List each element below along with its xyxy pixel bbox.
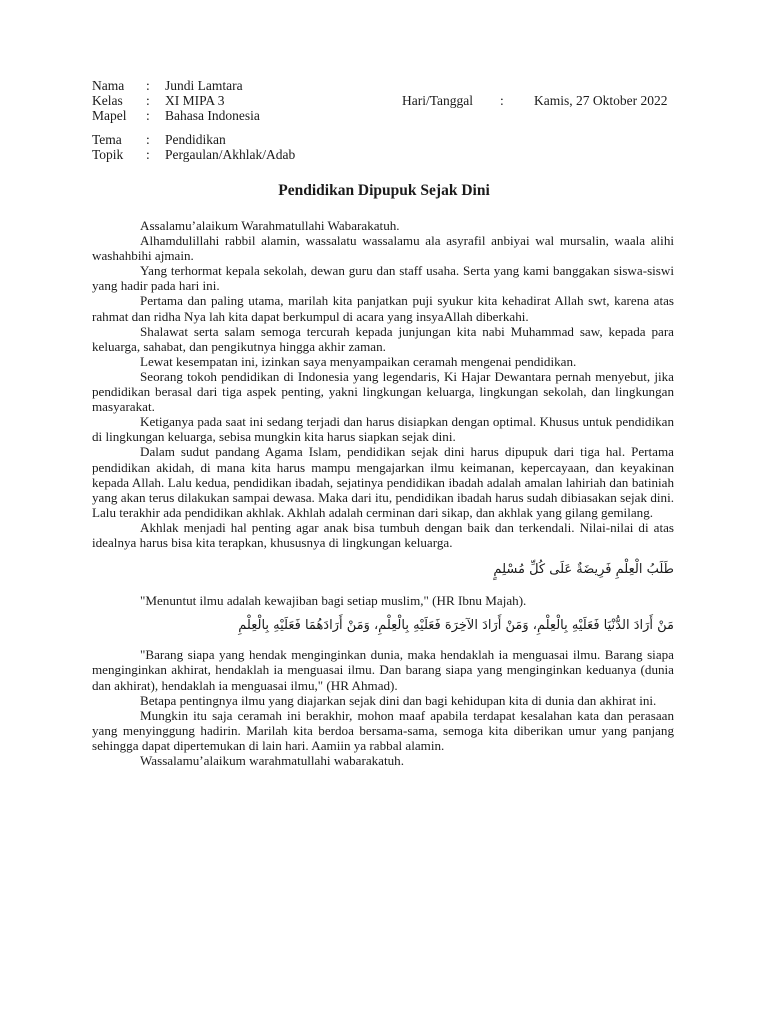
speech-body <box>92 218 674 768</box>
mapel-label: Mapel <box>92 108 127 123</box>
tema-label: Tema <box>92 132 122 147</box>
paragraph: Assalamu’alaikum Warahmatullahi Wabarakatuh. <box>140 218 400 233</box>
tema-colon: : <box>146 132 150 147</box>
hadith-1-translation: "Menuntut ilmu adalah kewajiban bagi setiap muslim," (HR Ibnu Majah). <box>140 593 527 609</box>
student-header <box>92 78 692 162</box>
paragraph: Akhlak menjadi hal penting agar anak bisa tumbuh dengan baik dan terkendali. Nilai-nilai di atas idealnya harus bisa kita terapkan, khususnya di lingkungan keluarga. <box>92 519 674 550</box>
paragraph: Lewat kesempatan ini, izinkan saya menyampaikan ceramah mengenai pendidikan. <box>140 353 577 369</box>
nama-label: Nama <box>92 78 125 93</box>
topik-value: Pergaulan/Akhlak/Adab <box>165 147 296 162</box>
paragraph: Seorang tokoh pendidikan di Indonesia yang legendaris, Ki Hajar Dewantara pernah menyebut, jika pendidikan berasal dari tiga aspek penting, yakni lingkungan keluarga, lingkungan sekolah, dan lingkungan masyarakat. <box>92 368 674 415</box>
kelas-value: XI MIPA 3 <box>165 93 225 108</box>
header-gap <box>92 123 692 132</box>
nama-colon: : <box>146 78 150 93</box>
hadith-2-translation: "Barang siapa yang hendak menginginkan dunia, maka hendaklah ia menguasai ilmu. Barang siapa menginginkan akhirat, hendaklah ia menguasai ilmu. Dan barang siapa yang menginginkan keduanya (dunia dan akhirat), hendaklah ia menguasai ilmu," (HR Ahmad). <box>92 647 674 693</box>
paragraph: Dalam sudut pandang Agama Islam, pendidikan sejak dini harus dipupuk dari tiga hal. Pertama pendidikan akidah, di mana kita harus mampu mengajarkan ilmu keimanan, kepercayaan, dan keyakinan kepada Allah. Lalu kedua, pendidikan ibadah, sejatinya pendidikan ibadah adalah amalan lahiriah dan batiniah yang akan terus dilakukan sampai dewasa. Maka dari itu, pendidikan ibadah harus sudah dibiasakan sejak dini. Lalu terakhir ada pendidikan akhlak. Akhlah adalah cerminan dari sikap, dan akhlak yang gilang gemilang. <box>92 444 674 520</box>
kelas-row <box>92 93 692 108</box>
mapel-row <box>92 108 692 123</box>
mapel-value: Bahasa Indonesia <box>165 108 260 123</box>
topik-row <box>92 147 692 162</box>
kelas-label: Kelas <box>92 93 123 108</box>
closing-paragraph: Betapa pentingnya ilmu yang diajarkan sejak dini dan bagi kehidupan kita di dunia dan akhirat ini. <box>140 692 657 708</box>
paragraph: Alhamdulillahi rabbil alamin, wassalatu wassalamu ala asyrafil anbiyai wal mursalin, waala alihi washahbihi ajmain. <box>92 233 674 264</box>
paragraph: Shalawat serta salam semoga tercurah kepada junjungan kita nabi Muhammad saw, kepada para keluarga, sahabat, dan pengikutnya hingga akhir zaman. <box>92 323 674 354</box>
mapel-colon: : <box>146 108 150 123</box>
kelas-colon: : <box>146 93 150 108</box>
date-label: Hari/Tanggal <box>402 93 474 108</box>
document-title: Pendidikan Dipupuk Sejak Dini <box>278 182 490 199</box>
arabic-hadith-1: طَلَبُ الْعِلْمِ فَرِيضَةٌ عَلَى كُلِّ مُسْلِمٍ <box>493 562 674 578</box>
date-value: Kamis, 27 Oktober 2022 <box>534 93 668 108</box>
paragraph: Pertama dan paling utama, marilah kita panjatkan puji syukur kita kehadirat Allah swt, karena atas rahmat dan ridha Nya lah kita dapat berkumpul di acara yang insyaAllah diberkahi. <box>92 293 674 324</box>
arabic-hadith-2: مَنْ أَرَادَ الدُّنْيَا فَعَلَيْهِ بِالْعِلْمِ، وَمَنْ أَرَادَ الآخِرَهَ فَعَلَيْهِ بِالْعِلْمِ، وَمَنْ أَرَادَهُمَا فَعَلَيْهِ بِالْعِلْمِ <box>238 618 674 634</box>
paragraph: Yang terhormat kepala sekolah, dewan guru dan staff usaha. Serta yang kami banggakan siswa-siswi yang hadir pada hari ini. <box>92 263 674 294</box>
paragraph: Ketiganya pada saat ini sedang terjadi dan harus disiapkan dengan optimal. Khusus untuk pendidikan di lingkungan keluarga, sebisa mungkin kita harus siapkan sejak dini. <box>92 414 674 445</box>
closing-greeting: Wassalamu’alaikum warahmatullahi wabarakatuh. <box>140 753 404 768</box>
tema-row <box>92 132 692 147</box>
date-colon: : <box>500 93 504 108</box>
nama-value: Jundi Lamtara <box>165 78 243 93</box>
topik-label: Topik <box>92 147 124 162</box>
topik-colon: : <box>146 147 150 162</box>
tema-value: Pendidikan <box>165 132 226 147</box>
nama-row <box>92 78 692 93</box>
closing-paragraph: Mungkin itu saja ceramah ini berakhir, mohon maaf apabila terdapat kesalahan kata dan perasaan yang menyinggung hadirin. Marilah kita berdoa bersama-sama, semoga kita diberikan umur yang panjang sehingga dapat dipertemukan di lain hari. Aamiin ya rabbal alamin. <box>92 707 674 753</box>
